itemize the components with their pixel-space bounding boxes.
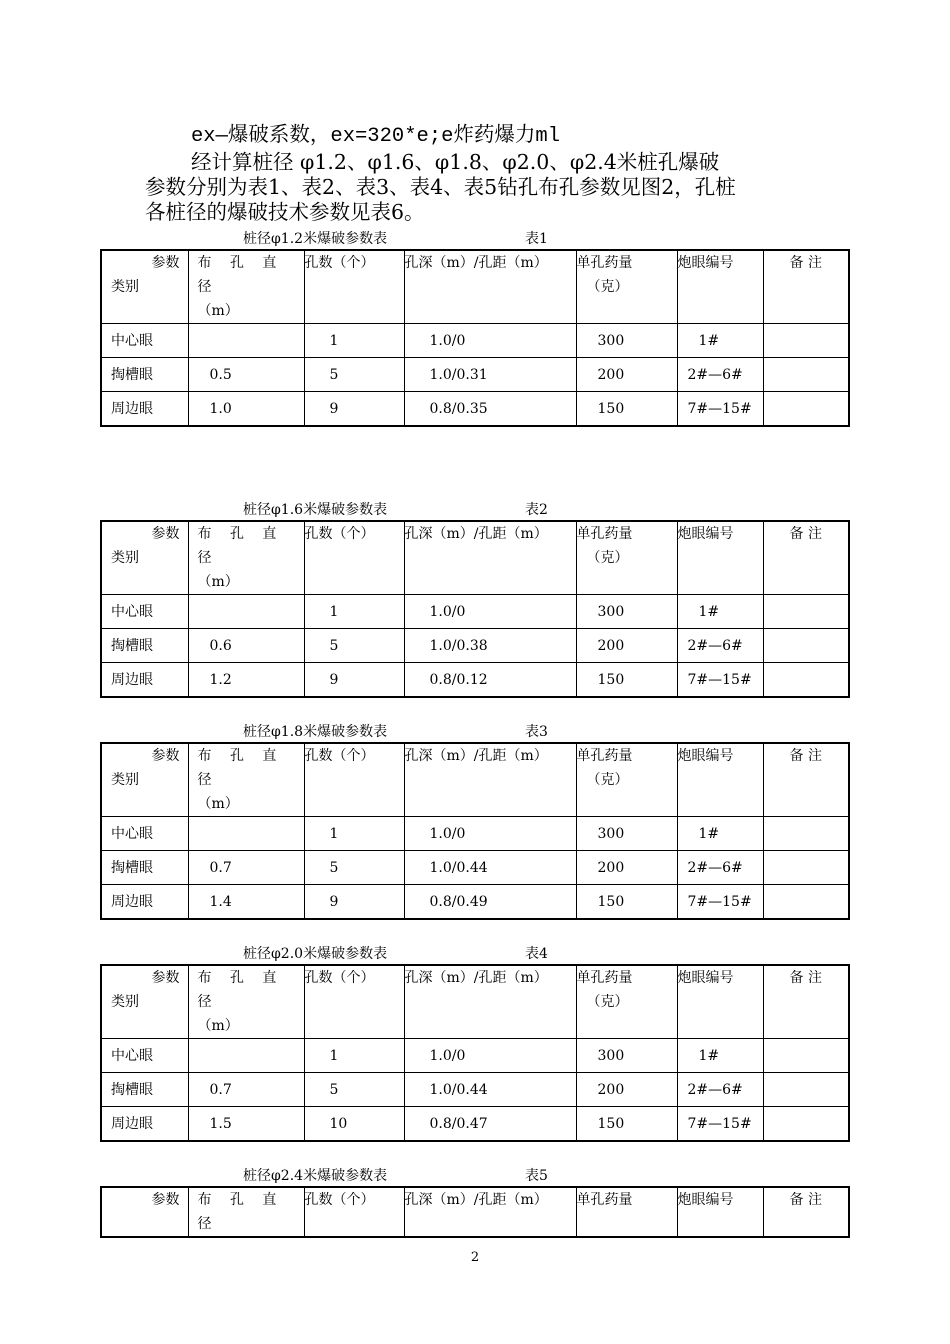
cell-charge: 150 [576, 885, 677, 920]
table-caption [243, 228, 548, 248]
table-title: 桩径φ1.8米爆破参数表 [243, 724, 388, 740]
table-row [101, 663, 849, 698]
cell-note [763, 885, 849, 920]
cell-count: 9 [304, 663, 404, 698]
cell-note [763, 1039, 849, 1073]
table-number: 表5 [525, 1168, 548, 1184]
table-row [101, 817, 849, 851]
header-param-category: 参数 [101, 1187, 188, 1237]
header-hole-no: 炮眼编号 [677, 743, 763, 817]
cell-count: 1 [304, 324, 404, 358]
page-number: 2 [470, 1250, 480, 1265]
cell-note [763, 392, 849, 427]
cell-note [763, 324, 849, 358]
blast-param-table-2 [100, 520, 850, 698]
header-count: 孔数（个） [304, 1187, 404, 1237]
cell-depth: 1.0/0 [404, 1039, 576, 1073]
table-row [101, 595, 849, 629]
table-caption [243, 1165, 548, 1185]
cell-diameter [188, 817, 304, 851]
table-row [101, 1039, 849, 1073]
header-note: 备 注 [763, 743, 849, 817]
cell-count: 1 [304, 595, 404, 629]
cell-depth: 1.0/0.44 [404, 851, 576, 885]
blast-param-table-4 [100, 964, 850, 1142]
cell-type: 掏槽眼 [101, 629, 188, 663]
table-header-row [101, 965, 849, 1039]
cell-charge: 300 [576, 1039, 677, 1073]
header-depth: 孔深（m）/孔距（m） [404, 1187, 576, 1237]
header-charge: 单孔药量 （克） [576, 965, 677, 1039]
cell-hole-no: 2#—6# [677, 629, 763, 663]
cell-diameter: 1.2 [188, 663, 304, 698]
table-header-row [101, 1187, 849, 1237]
cell-diameter: 1.5 [188, 1107, 304, 1142]
cell-depth: 0.8/0.49 [404, 885, 576, 920]
table-row [101, 1073, 849, 1107]
cell-count: 5 [304, 358, 404, 392]
cell-diameter: 0.7 [188, 1073, 304, 1107]
cell-count: 1 [304, 1039, 404, 1073]
intro-line-2: 经计算桩径 φ1.2、φ1.6、φ1.8、φ2.0、φ2.4米桩孔爆破 [191, 150, 720, 174]
table-number: 表1 [525, 231, 548, 247]
header-charge: 单孔药量 （克） [576, 521, 677, 595]
cell-count: 5 [304, 851, 404, 885]
table-title: 桩径φ1.2米爆破参数表 [243, 231, 388, 247]
table-row [101, 885, 849, 920]
cell-type: 中心眼 [101, 324, 188, 358]
table-row [101, 358, 849, 392]
cell-type: 中心眼 [101, 595, 188, 629]
header-diameter: 布 孔 直 径 （m） [188, 250, 304, 324]
cell-note [763, 595, 849, 629]
cell-hole-no: 7#—15# [677, 663, 763, 698]
header-note: 备 注 [763, 250, 849, 324]
cell-hole-no: 7#—15# [677, 1107, 763, 1142]
cell-note [763, 358, 849, 392]
cell-type: 掏槽眼 [101, 1073, 188, 1107]
cell-count: 9 [304, 885, 404, 920]
header-diameter: 布 孔 直 径 （m） [188, 743, 304, 817]
cell-charge: 200 [576, 358, 677, 392]
header-diameter: 布 孔 直 径 [188, 1187, 304, 1237]
cell-hole-no: 2#—6# [677, 1073, 763, 1107]
cell-type: 周边眼 [101, 1107, 188, 1142]
cell-hole-no: 2#—6# [677, 851, 763, 885]
table-title: 桩径φ2.0米爆破参数表 [243, 946, 388, 962]
cell-depth: 1.0/0.44 [404, 1073, 576, 1107]
cell-diameter: 0.6 [188, 629, 304, 663]
header-note: 备 注 [763, 965, 849, 1039]
table-title: 桩径φ2.4米爆破参数表 [243, 1168, 388, 1184]
header-hole-no: 炮眼编号 [677, 1187, 763, 1237]
header-depth: 孔深（m）/孔距（m） [404, 965, 576, 1039]
header-note: 备 注 [763, 1187, 849, 1237]
header-depth: 孔深（m）/孔距（m） [404, 743, 576, 817]
cell-hole-no: 1# [677, 324, 763, 358]
header-charge: 单孔药量 （克） [576, 250, 677, 324]
header-diameter: 布 孔 直 径 （m） [188, 965, 304, 1039]
cell-charge: 300 [576, 324, 677, 358]
cell-depth: 1.0/0.38 [404, 629, 576, 663]
cell-depth: 1.0/0 [404, 817, 576, 851]
cell-charge: 150 [576, 392, 677, 427]
table-number: 表2 [525, 502, 548, 518]
cell-charge: 200 [576, 851, 677, 885]
cell-type: 周边眼 [101, 885, 188, 920]
header-count: 孔数（个） [304, 250, 404, 324]
cell-count: 5 [304, 629, 404, 663]
cell-charge: 200 [576, 629, 677, 663]
cell-count: 5 [304, 1073, 404, 1107]
table-title: 桩径φ1.6米爆破参数表 [243, 502, 388, 518]
header-param-category: 参数 类别 [101, 965, 188, 1039]
table-header-row [101, 250, 849, 324]
cell-diameter [188, 595, 304, 629]
cell-diameter: 1.0 [188, 392, 304, 427]
cell-count: 1 [304, 817, 404, 851]
table-caption [243, 721, 548, 741]
table-number: 表4 [525, 946, 548, 962]
cell-note [763, 817, 849, 851]
cell-depth: 1.0/0 [404, 324, 576, 358]
blast-param-table-1 [100, 249, 850, 427]
cell-count: 10 [304, 1107, 404, 1142]
cell-charge: 300 [576, 595, 677, 629]
cell-hole-no: 7#—15# [677, 392, 763, 427]
cell-charge: 150 [576, 663, 677, 698]
cell-type: 中心眼 [101, 1039, 188, 1073]
table-row [101, 324, 849, 358]
table-row [101, 629, 849, 663]
blast-param-table-5 [100, 1186, 850, 1238]
cell-hole-no: 2#—6# [677, 358, 763, 392]
cell-depth: 0.8/0.47 [404, 1107, 576, 1142]
header-count: 孔数（个） [304, 743, 404, 817]
header-charge: 单孔药量 [576, 1187, 677, 1237]
cell-note [763, 1073, 849, 1107]
header-depth: 孔深（m）/孔距（m） [404, 250, 576, 324]
table-header-row [101, 743, 849, 817]
table-caption [243, 943, 548, 963]
cell-note [763, 629, 849, 663]
cell-depth: 1.0/0 [404, 595, 576, 629]
cell-diameter: 0.7 [188, 851, 304, 885]
header-param-category: 参数 类别 [101, 743, 188, 817]
intro-line-1: ex—爆破系数，ex=320*e;e炸药爆力ml [191, 125, 561, 148]
cell-type: 周边眼 [101, 663, 188, 698]
table-header-row [101, 521, 849, 595]
cell-charge: 200 [576, 1073, 677, 1107]
header-diameter: 布 孔 直 径 （m） [188, 521, 304, 595]
header-depth: 孔深（m）/孔距（m） [404, 521, 576, 595]
header-param-category: 参数 类别 [101, 250, 188, 324]
cell-depth: 1.0/0.31 [404, 358, 576, 392]
header-hole-no: 炮眼编号 [677, 965, 763, 1039]
cell-note [763, 1107, 849, 1142]
header-count: 孔数（个） [304, 521, 404, 595]
header-hole-no: 炮眼编号 [677, 250, 763, 324]
header-param-category: 参数 类别 [101, 521, 188, 595]
cell-diameter [188, 324, 304, 358]
cell-diameter: 0.5 [188, 358, 304, 392]
cell-type: 周边眼 [101, 392, 188, 427]
cell-hole-no: 1# [677, 595, 763, 629]
header-charge: 单孔药量 （克） [576, 743, 677, 817]
intro-line-3: 参数分别为表1、表2、表3、表4、表5钻孔布孔参数见图2，孔桩 [145, 175, 736, 199]
table-row [101, 392, 849, 427]
cell-hole-no: 1# [677, 817, 763, 851]
intro-line-4: 各桩径的爆破技术参数见表6。 [145, 200, 425, 224]
cell-diameter [188, 1039, 304, 1073]
cell-depth: 0.8/0.12 [404, 663, 576, 698]
table-row [101, 851, 849, 885]
table-caption [243, 499, 548, 519]
cell-type: 中心眼 [101, 817, 188, 851]
cell-charge: 300 [576, 817, 677, 851]
header-hole-no: 炮眼编号 [677, 521, 763, 595]
cell-hole-no: 7#—15# [677, 885, 763, 920]
cell-depth: 0.8/0.35 [404, 392, 576, 427]
cell-type: 掏槽眼 [101, 851, 188, 885]
cell-note [763, 663, 849, 698]
cell-note [763, 851, 849, 885]
cell-count: 9 [304, 392, 404, 427]
table-number: 表3 [525, 724, 548, 740]
cell-diameter: 1.4 [188, 885, 304, 920]
cell-charge: 150 [576, 1107, 677, 1142]
cell-hole-no: 1# [677, 1039, 763, 1073]
blast-param-table-3 [100, 742, 850, 920]
header-note: 备 注 [763, 521, 849, 595]
table-row [101, 1107, 849, 1142]
header-count: 孔数（个） [304, 965, 404, 1039]
cell-type: 掏槽眼 [101, 358, 188, 392]
